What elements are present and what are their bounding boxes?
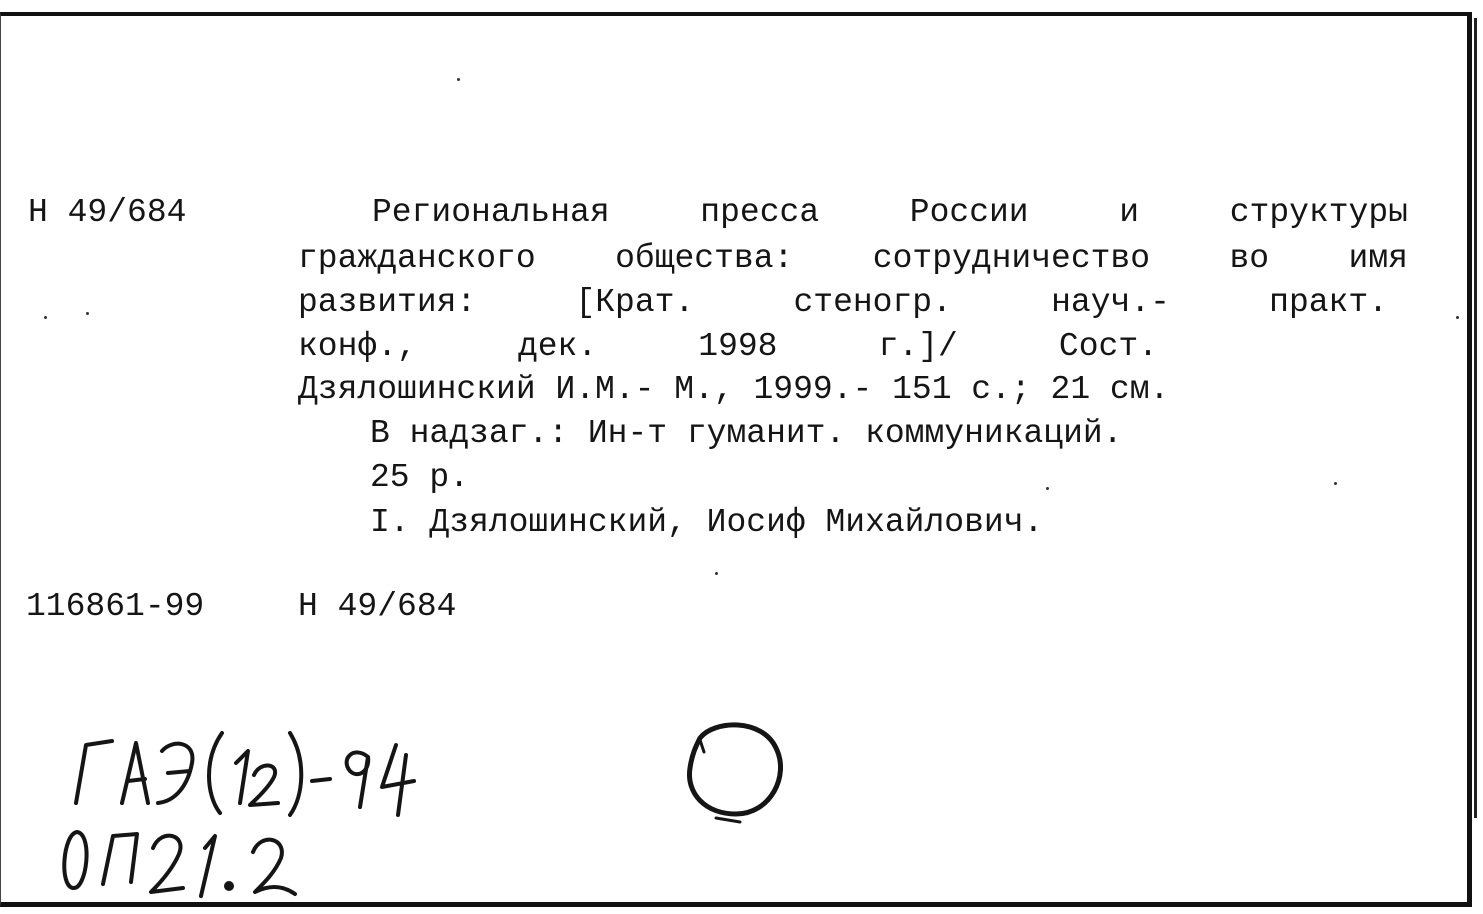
- scan-speck: [44, 316, 47, 319]
- entry-word: России: [909, 194, 1029, 231]
- entry-word: науч.-: [1051, 284, 1170, 321]
- series-note: В надзаг.: Ин-т гуманит. коммуникаций.: [370, 415, 1123, 452]
- entry-word: г.]/: [878, 328, 958, 365]
- scan-speck: [1456, 316, 1459, 319]
- entry-line-1: [372, 196, 1408, 229]
- accession-shelf-mark: Н 49/684: [298, 588, 457, 625]
- entry-word: пресса: [700, 194, 820, 231]
- circle-stamp: [680, 718, 790, 828]
- entry-word: общества:: [615, 240, 794, 277]
- entry-word: гражданского: [298, 240, 536, 277]
- scan-speck: [715, 572, 718, 575]
- entry-word: структуры: [1229, 194, 1408, 231]
- price: 25 р.: [370, 459, 470, 496]
- entry-word: имя: [1348, 240, 1408, 277]
- entry-line-5: Дзялошинский И.М.- М., 1999.- 151 с.; 21 см.: [298, 371, 1170, 408]
- entry-word: во: [1229, 240, 1270, 277]
- entry-word: Региональная: [372, 194, 610, 231]
- entry-line-4: [298, 330, 1158, 363]
- entry-word: 1998: [698, 328, 778, 365]
- entry-word: и: [1119, 194, 1140, 231]
- added-entry: I. Дзялошинский, Иосиф Михайлович.: [370, 504, 1044, 541]
- scan-speck: [86, 312, 89, 315]
- entry-word: конф.,: [298, 328, 417, 365]
- entry-line-2: [298, 242, 1408, 275]
- entry-line-3: [298, 286, 1388, 319]
- handwritten-classification-1: [50, 715, 430, 820]
- entry-word: стеногр.: [793, 284, 952, 321]
- scan-speck: [1334, 482, 1337, 485]
- entry-word: Сост.: [1058, 328, 1158, 365]
- scan-speck: [457, 78, 460, 81]
- entry-word: практ.: [1269, 284, 1388, 321]
- accession-number: 116861-99: [26, 588, 205, 625]
- card-edge-shadow: [1474, 18, 1477, 818]
- shelf-mark: Н 49/684: [28, 194, 187, 231]
- entry-word: дек.: [517, 328, 598, 365]
- scan-speck: [1046, 487, 1049, 490]
- entry-word: сотрудничество: [872, 240, 1151, 277]
- entry-word: [Крат.: [575, 284, 695, 321]
- handwritten-classification-2: [55, 812, 325, 902]
- entry-word: развития:: [298, 284, 477, 321]
